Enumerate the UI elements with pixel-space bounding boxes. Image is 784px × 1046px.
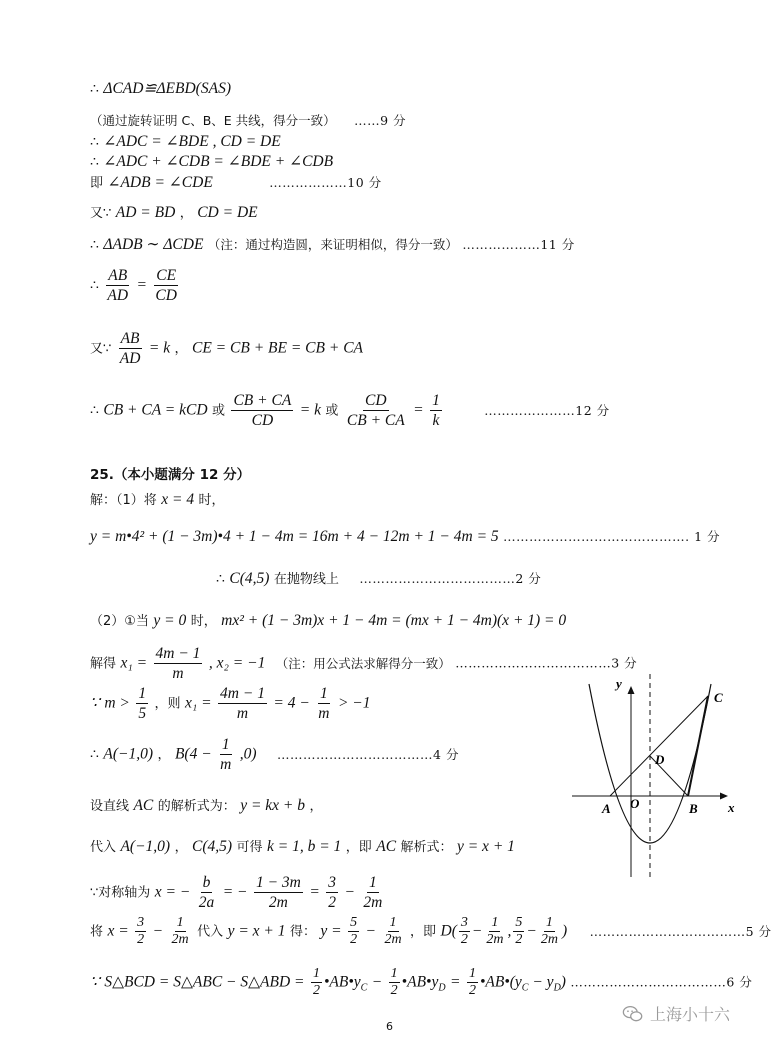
- ratio-k-line: [90, 329, 363, 368]
- score-1: ……………………………………. 1 分: [503, 529, 720, 544]
- suffix-when: 时，: [198, 493, 225, 508]
- x-axis-arrow-icon: [720, 793, 728, 800]
- page-number: 6: [386, 1020, 393, 1033]
- equals-4-minus: = 4 −: [273, 694, 310, 712]
- y-axis-label: y: [616, 676, 622, 691]
- x1-label: x₁ =: [184, 694, 212, 712]
- score-3: ………………………………3 分: [455, 655, 638, 671]
- point-d-open: D(: [440, 922, 457, 940]
- root-x2: , x₂ = −1: [208, 654, 266, 672]
- frac-5-2: $\frac{5}{2}$: [515, 915, 523, 947]
- subscript-d: D: [553, 982, 561, 994]
- point-d-label: D: [655, 752, 665, 767]
- frac-1-k: $\frac{1}{k}$: [432, 392, 440, 429]
- substitute-text: 代入: [90, 840, 117, 855]
- equals-k: = k: [299, 401, 321, 419]
- x-equals-4: x = 4: [161, 491, 195, 508]
- x1-label: x₁ =: [120, 654, 148, 672]
- cb-ca-kcd-expr: CB + CA = kCD: [103, 401, 208, 419]
- watermark: [622, 1002, 730, 1025]
- equals-minus: = −: [222, 883, 248, 901]
- point-c-on-parabola-line: [216, 570, 541, 589]
- factorization-expr: mx² + (1 − 3m)x + 1 − 4m = (mx + 1 − 4m)(x + 1) = 0: [221, 612, 567, 629]
- ratio-ce-cd: $\frac{CE}{CD}$: [155, 267, 177, 304]
- y-equals: y =: [320, 922, 342, 940]
- or-word: 或: [212, 403, 226, 419]
- area-line: [90, 966, 752, 999]
- therefore-symbol: ∴: [90, 81, 99, 97]
- angle-equality-expr: ∠ADC = ∠BDE , CD = DE: [103, 133, 281, 150]
- root-x1-fraction: $\frac{4m - 1}{m}$: [155, 645, 201, 682]
- therefore-symbol: ∴: [90, 237, 99, 253]
- therefore-symbol: ∴: [90, 154, 99, 170]
- circle-note: （注：通过构造圆，来证明相似，得分一致）: [207, 237, 458, 252]
- k-b-values: k = 1, b = 1: [267, 838, 342, 855]
- analytic-text: 解析式：: [400, 840, 453, 855]
- segment-bc: [688, 696, 708, 796]
- then-text: ，则: [154, 696, 181, 712]
- part2-label: （2）①当: [90, 614, 149, 629]
- namely-text: ，即: [345, 840, 372, 855]
- ratio-ab-ad: $\frac{AB}{AD}$: [107, 267, 129, 304]
- because-symbol: ∵: [90, 973, 100, 991]
- y-equals-0: y = 0: [153, 612, 187, 629]
- substitution-line: [90, 528, 720, 546]
- namely-text: ，即: [410, 924, 437, 940]
- x-equals: x =: [107, 922, 129, 940]
- score-2: ………………………………2 分: [359, 571, 542, 586]
- equals-k: = k: [148, 339, 171, 357]
- setup-text: 设直线: [90, 799, 130, 814]
- frac-1-2m: $\frac{1}{2m}$: [540, 915, 558, 947]
- m-condition-line: [90, 684, 370, 723]
- solve-prefix: 解得: [90, 656, 117, 672]
- cd-de-expr: CD = DE: [197, 204, 258, 221]
- line-ac-label: AC: [376, 838, 397, 855]
- score-12: …………………12 分: [484, 402, 610, 418]
- frac-1-3m-2m: $\frac{1 - 3m}{2m}$: [255, 874, 301, 911]
- point-a-label: A: [602, 801, 611, 816]
- line-ac: [610, 696, 708, 796]
- formula-note: （注：用公式法求解得分一致）: [275, 655, 451, 671]
- line-ac-substitute: [90, 838, 515, 857]
- comma: ，: [174, 840, 188, 855]
- point-b-open: B(4 −: [174, 745, 212, 763]
- m-greater: m >: [104, 694, 130, 712]
- into-text: 代入: [197, 924, 224, 940]
- minus: −: [526, 922, 537, 940]
- y-kx-b: y = kx + b: [240, 797, 306, 814]
- point-c: C(4,5): [229, 570, 270, 587]
- equals: =: [450, 973, 461, 991]
- ab-diff-term: •AB•(y: [479, 973, 522, 991]
- because-symbol: ∵: [90, 694, 100, 712]
- minus: −: [371, 973, 383, 991]
- score-9: ……9 分: [354, 113, 407, 128]
- subscript-c: C: [360, 982, 368, 994]
- parabola-graph: [568, 672, 738, 882]
- x-axis-label: x: [728, 800, 735, 815]
- frac-3-2: $\frac{3}{2}$: [328, 874, 336, 911]
- frac-5-2: $\frac{5}{2}$: [350, 915, 358, 947]
- y-x-plus-1: y = x + 1: [456, 838, 515, 855]
- prefix-ji: 即: [90, 176, 104, 191]
- comma: ，: [157, 747, 171, 763]
- conclusion-line: [90, 391, 610, 430]
- frac-1-m: $\frac{1}{m}$: [220, 736, 232, 773]
- frac-3-2: $\frac{3}{2}$: [137, 915, 145, 947]
- substitution-expr: y = m•4² + (1 − 3m)•4 + 1 − 4m = 16m + 4 − 12m + 1 − 4m = 5: [90, 528, 499, 545]
- comma: ，: [309, 799, 323, 814]
- x-equals-minus: x = −: [154, 883, 191, 901]
- frac-cbca-cd: $\frac{CB + CA}{CD}$: [233, 392, 292, 429]
- rotation-note: （通过旋转证明 C、B、E 共线，得分一致）: [90, 113, 336, 128]
- roots-line: [90, 644, 637, 683]
- y-axis-arrow-icon: [628, 686, 635, 694]
- point-d-close: ): [561, 922, 568, 940]
- point-c: C(4,5): [192, 838, 233, 855]
- expression-text: 的解析式为：: [157, 799, 236, 814]
- obtain-text: 可得: [236, 840, 263, 855]
- when-text: 时，: [190, 614, 217, 629]
- one-fifth: $\frac{1}{5}$: [138, 685, 147, 722]
- point-d-line: [90, 915, 772, 948]
- chat-bubble-icon: [622, 1003, 644, 1025]
- point-b-close: ,0): [239, 745, 257, 763]
- prefix-because: 又∵: [90, 341, 112, 357]
- score-5: ………………………………5 分: [589, 923, 772, 939]
- ab-yd-term: •AB•y: [401, 973, 439, 991]
- line-ac-label: AC: [133, 797, 154, 814]
- prefix-because: 又∵: [90, 206, 112, 221]
- minus-y: − y: [528, 973, 554, 991]
- frac-1-m: $\frac{1}{m}$: [318, 685, 330, 722]
- get-text: 得：: [289, 924, 316, 940]
- angle-equality-line: [90, 133, 281, 151]
- therefore-symbol: ∴: [90, 134, 99, 150]
- ce-expr: CE = CB + BE = CB + CA: [192, 339, 363, 357]
- minus: −: [344, 883, 355, 901]
- symmetry-axis-line: [90, 873, 386, 912]
- frac-1-2m: $\frac{1}{2m}$: [384, 915, 402, 947]
- question-25-heading: 25.（本小题满分 12 分）: [90, 467, 251, 483]
- solution-part1-intro: [90, 491, 225, 510]
- therefore-symbol: ∴: [90, 402, 99, 419]
- frac-1-2m: $\frac{1}{2m}$: [486, 915, 504, 947]
- angle-result-expr: ∠ADB = ∠CDE: [107, 174, 213, 191]
- rotation-note-line: [90, 112, 406, 130]
- origin-label: O: [630, 796, 640, 811]
- comma: ，: [179, 206, 193, 221]
- solution-label: 解：（1）将: [90, 493, 157, 508]
- therefore-symbol: ∴: [216, 571, 225, 587]
- frac-1-2m: $\frac{1}{2m}$: [171, 915, 189, 947]
- comma: ，: [174, 341, 188, 357]
- subscript-d: D: [438, 982, 446, 994]
- ratio-line: [90, 266, 181, 305]
- therefore-symbol: ∴: [90, 746, 99, 763]
- on-parabola-text: 在抛物线上: [273, 572, 339, 587]
- points-a-b-line: [90, 735, 459, 774]
- y-x-plus-1: y = x + 1: [227, 922, 286, 940]
- line-ac-setup: [90, 797, 322, 816]
- put-text: 将: [90, 924, 104, 940]
- part2-factorization-line: [90, 612, 566, 631]
- frac-1-2m: $\frac{1}{2m}$: [363, 874, 383, 911]
- angle-sum-expr: ∠ADC + ∠CDB = ∠BDE + ∠CDB: [103, 153, 334, 170]
- therefore-symbol: ∴: [90, 277, 99, 294]
- watermark-text: 上海小十六: [650, 1005, 731, 1024]
- minus: −: [471, 922, 483, 940]
- point-a: A(−1,0): [120, 838, 171, 855]
- ab-yc-term: •AB•y: [323, 973, 361, 991]
- ad-bd-expr: AD = BD: [115, 204, 176, 221]
- angle-sum-line: [90, 153, 333, 171]
- frac-cd-cbca: $\frac{CD}{CB + CA}$: [346, 392, 405, 429]
- congruence-expr: ΔCAD≌ΔEBD(SAS): [103, 80, 231, 97]
- equals: =: [413, 401, 424, 419]
- similarity-expr: ΔADB ∼ ΔCDE: [103, 236, 204, 253]
- frac-half: $\frac{1}{2}$: [390, 966, 398, 998]
- angle-result-line: [90, 174, 382, 193]
- score-6: ………………………………6 分: [570, 974, 753, 990]
- or-word: 或: [325, 403, 339, 419]
- equals: =: [309, 883, 320, 901]
- equal-sides-line: [90, 204, 258, 223]
- point-a: A(−1,0): [103, 745, 154, 763]
- greater-minus-1: > −1: [337, 694, 371, 712]
- frac-half: $\frac{1}{2}$: [468, 966, 476, 998]
- frac-b-2a: $\frac{b}{2a}$: [198, 874, 215, 911]
- frac-3-2: $\frac{3}{2}$: [460, 915, 468, 947]
- equals: =: [136, 276, 147, 294]
- score-4: ………………………………4 分: [277, 746, 459, 762]
- close-paren: ): [560, 973, 566, 991]
- ratio-ab-ad: $\frac{AB}{AD}$: [119, 330, 141, 367]
- frac-half: $\frac{1}{2}$: [312, 966, 320, 998]
- score-11: ………………11 分: [462, 237, 575, 252]
- similarity-line: [90, 236, 575, 254]
- axis-text: ∵对称轴为: [90, 885, 151, 901]
- area-difference-expr: S△BCD = S△ABC − S△ABD =: [104, 973, 305, 991]
- point-b-label: B: [689, 801, 698, 816]
- minus: −: [152, 922, 164, 940]
- score-10: ………………10 分: [269, 175, 382, 190]
- frac-4m-1-m: $\frac{4m - 1}{m}$: [220, 685, 265, 722]
- subscript-c: C: [521, 982, 529, 994]
- congruence-line: [90, 80, 231, 98]
- point-c-label: C: [714, 690, 723, 705]
- minus: −: [365, 922, 377, 940]
- comma: ,: [507, 922, 512, 940]
